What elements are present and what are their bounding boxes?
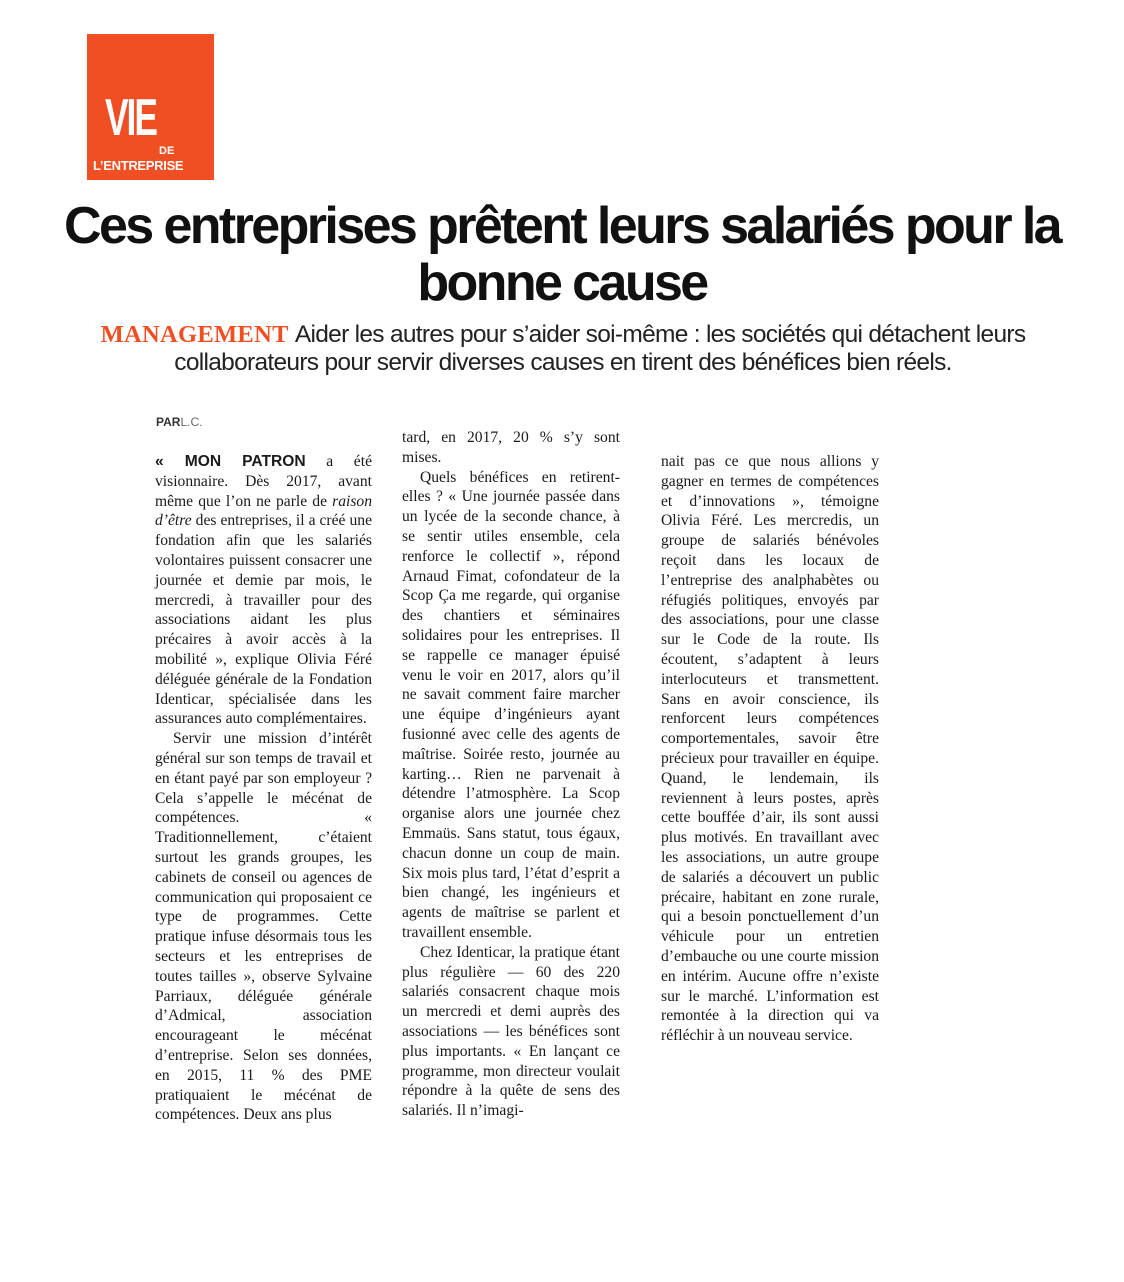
paragraph: Servir une mission d’intérêt général sur son temps de travail et en étant payé par son employeur ? Cela s’appelle le mécénat de compétences. « Traditionnellement, c’étaient surtout les grands groupes, les cabinets de conseil ou agences de communication qui proposaient ce type de programmes. Cette pratique infuse désormais tous les secteurs et les entreprises de toutes tailles », observe Sylvaine Parriaux, déléguée générale d’Admical, association encourageant le mécénat d’entreprise. Selon ses données, en 2015, 11 % des PME pratiquaient le mécénat de compétences. Deux ans plus [155, 730, 372, 1124]
section-logo-line2: DE [159, 145, 175, 157]
article-headline: Ces entreprises prêtent leurs salariés pour la bonne cause [64, 197, 1060, 312]
paragraph-text: a été visionnaire. Dès 2017, avant même que l’on ne parle de [155, 453, 372, 510]
paragraph [155, 452, 372, 729]
article-column-2 [402, 428, 620, 1121]
standfirst-kicker: MANAGEMENT [100, 321, 289, 348]
standfirst-text: Aider les autres pour s’aider soi-même : les sociétés qui détachent leurs collaborateurs pour servir diverses causes en tirent des bénéfices bien réels. [174, 321, 1026, 376]
paragraph: nait pas ce que nous allions y gagner en termes de compétences et d’innovations », témoigne Olivia Féré. Les mercredis, un groupe de salariés bénévoles reçoit dans les locaux de l’entreprise des analphabètes ou réfugiés politiques, envoyés par des associations, pour une classe sur le Code de la route. Ils écoutent, s’adaptent à leurs interlocuteurs et transmettent. Sans en avoir conscience, ils renforcent leurs compétences comportementales, savoir être précieux pour travailler en équipe. Quand, le lendemain, ils reviennent à leurs postes, après cette bouffée d’air, ils sont aussi plus motivés. En travaillant avec les associations, un autre groupe de salariés a découvert un public précaire, habitant en zone rurale, qui a besoin ponctuellement d’un véhicule pour un entretien d’embauche ou une courte mission en intérim. Aucune offre n’existe sur le marché. L’information est remontée à la direction qui va réfléchir à un nouveau service. [661, 453, 879, 1045]
section-logo-line1: VIE [105, 89, 156, 147]
section-logo [87, 34, 214, 180]
section-logo-line3: L’ENTREPRISE [93, 158, 184, 173]
byline [156, 415, 202, 429]
article-column-1 [155, 452, 372, 1125]
byline-prefix: PAR [156, 415, 181, 429]
lead-in: « MON PATRON [155, 453, 306, 470]
paragraph-text: des entreprises, il a créé une fondation afin que les salariés volontaires puissent consacrer une journée et demie par mois, le mercredi, à travailler pour des associations aidant les plus précaires à avoir accès à la mobilité », explique Olivia Féré déléguée générale de la Fondation Identicar, spécialisée dans les assurances auto complémentaires. [155, 512, 372, 728]
byline-author: L.C. [180, 415, 203, 429]
paragraph: tard, en 2017, 20 % s’y sont mises. [402, 429, 620, 466]
paragraph: Quels bénéfices en retirent-elles ? « Une journée passée dans un lycée de la seconde chance, à se sentir utiles ensemble, cela renforce le collectif », répond Arnaud Fimat, cofondateur de la Scop Ça me regarde, qui organise des chantiers et séminaires solidaires pour les entreprises. Il se rappelle ce manager épuisé venu le voir en 2017, alors qu’il ne savait comment faire marcher une équipe d’ingénieurs ayant fusionné avec celle des agents de maîtrise. Soirée resto, journée au karting… Rien ne parvenait à détendre l’atmosphère. La Scop organise alors une journée chez Emmaüs. Sans statut, tous égaux, chacun donne un coup de main. Six mois plus tard, l’état d’esprit a bien changé, les ingénieurs et agents de maîtrise se parlent et travaillent ensemble. [402, 468, 620, 941]
article-standfirst [88, 321, 1038, 377]
paragraph-emphasis: raison d’être [155, 492, 372, 530]
article-column-3 [661, 452, 879, 1046]
paragraph: Chez Identicar, la pratique étant plus régulière — 60 des 220 salariés consacrent chaque mois un mercredi et demi auprès des associations — les bénéfices sont plus importants. « En lançant ce programme, mon directeur voulait répondre à la quête de sens des salariés. Il n’imagi- [402, 943, 620, 1120]
